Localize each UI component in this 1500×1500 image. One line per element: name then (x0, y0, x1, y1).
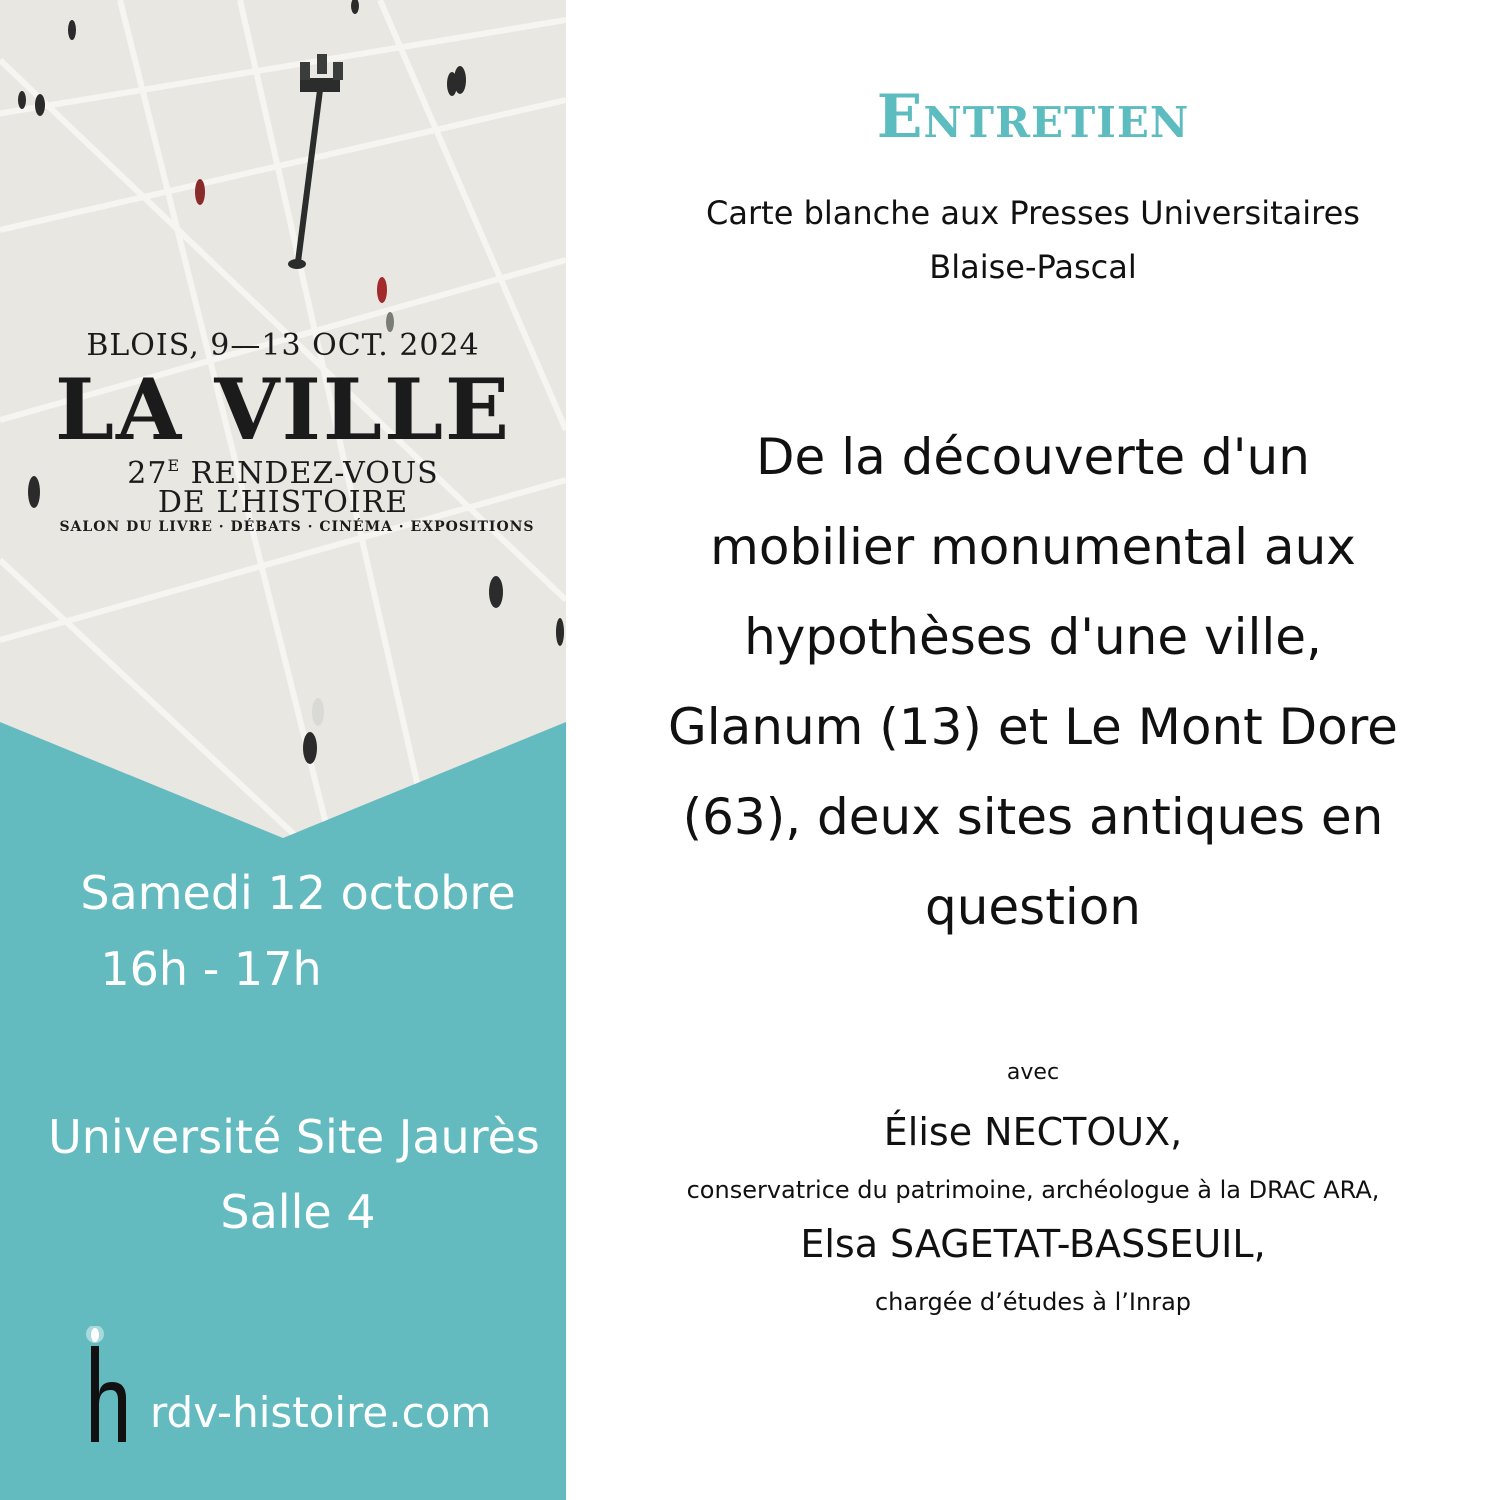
subtitle-line-1: Carte blanche aux Presses Universitaires (706, 194, 1360, 232)
event-date: Samedi 12 octobre (80, 866, 516, 920)
talk-title-line: hypothèses d'une ville, (744, 608, 1322, 666)
with-label: avec (1006, 1060, 1060, 1085)
talk-title (566, 412, 1500, 952)
poster-edition-rest: RENDEZ-VOUS (180, 456, 439, 491)
poster-edition-sup: E (167, 456, 181, 475)
event-room: Salle 4 (220, 1185, 376, 1239)
speaker-name: Elsa SAGETAT-BASSEUIL, (800, 1222, 1266, 1266)
poster-histoire: DE L’HISTOIRE (157, 485, 409, 520)
event-venue: Université Site Jaurès (48, 1110, 540, 1164)
poster-tagline: SALON DU LIVRE · DÉBATS · CINÉMA · EXPOSITIONS (59, 519, 535, 535)
talk-title-line: De la découverte d'un (756, 428, 1310, 486)
right-panel (566, 0, 1500, 1500)
event-time: 16h - 17h (100, 942, 322, 996)
talk-title-line: mobilier monumental aux (710, 518, 1356, 576)
talk-title-line: question (924, 878, 1141, 936)
poster-title: LA VILLE (54, 360, 512, 459)
talk-title-line: Glanum (13) et Le Mont Dore (668, 698, 1398, 756)
candle-h-logo-icon (78, 1326, 138, 1446)
subtitle-line-2: Blaise-Pascal (929, 248, 1137, 286)
speaker-role: conservatrice du patrimoine, archéologue à la DRAC ARA, (686, 1176, 1380, 1204)
poster-edition-number: 27 (127, 456, 168, 491)
speaker-role: chargée d’études à l’Inrap (874, 1288, 1192, 1316)
left-panel (0, 0, 566, 1500)
poster-dates: BLOIS, 9—13 OCT. 2024 (86, 328, 480, 363)
festival-poster (0, 0, 566, 840)
interview-subtitle (566, 186, 1500, 294)
site-url-link[interactable]: rdv-histoire.com (150, 1388, 492, 1437)
interview-heading: Entretien (876, 82, 1190, 152)
talk-title-line: (63), deux sites antiques en (682, 788, 1384, 846)
speaker-name: Élise NECTOUX, (883, 1110, 1183, 1154)
